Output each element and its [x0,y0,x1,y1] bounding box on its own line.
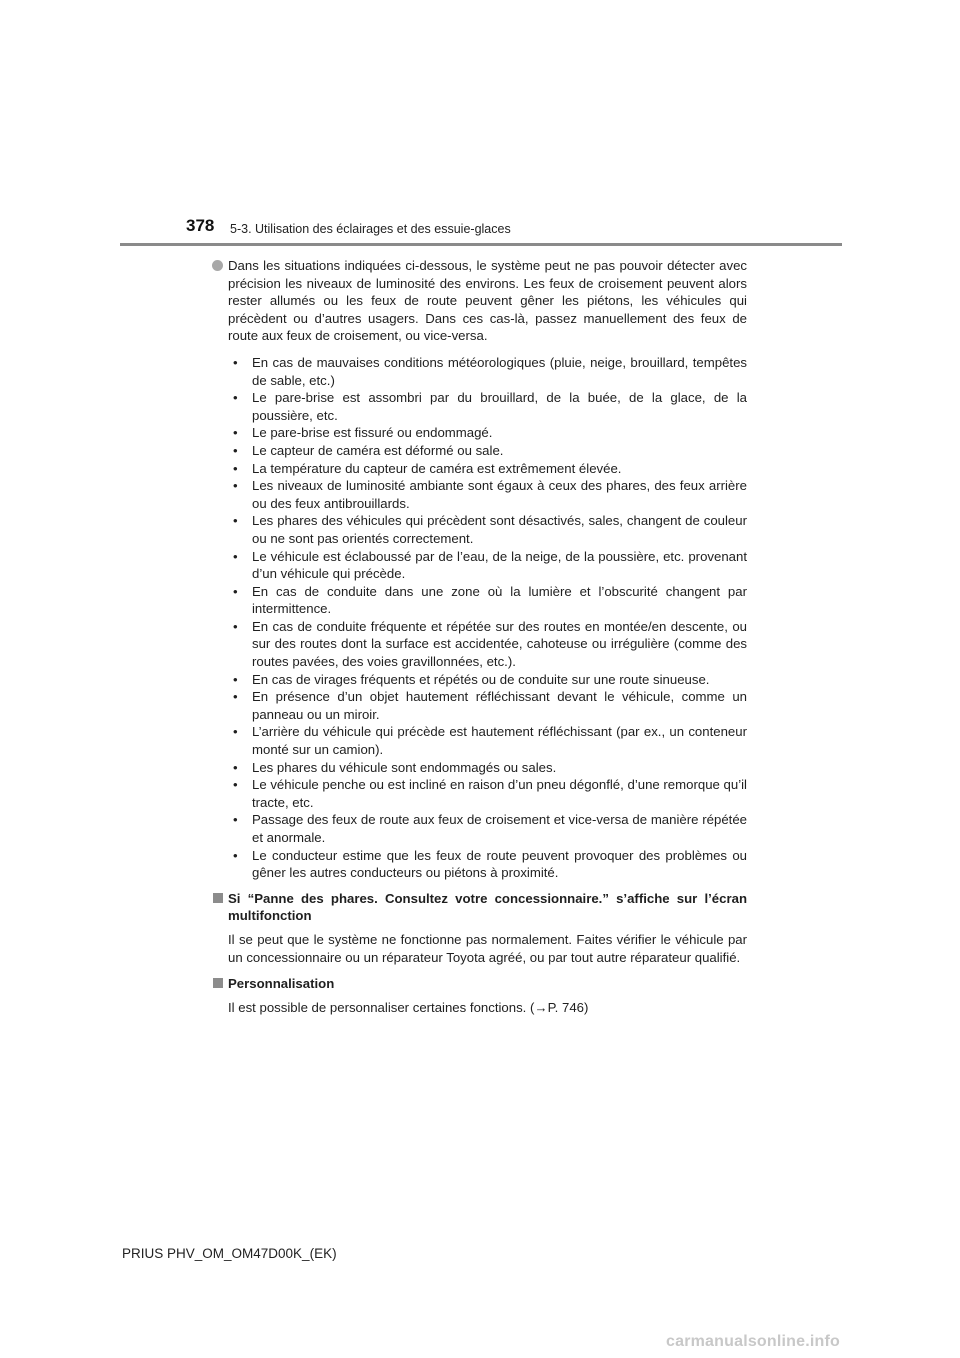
bullet-dot-icon: • [233,548,238,564]
list-item: • Le conducteur estime que les feux de route peuvent provoquer des problèmes ou gêner les autres conducteurs ou piétons à proximité. [233,847,747,881]
bullet-dot-icon: • [233,777,238,793]
list-item: • Le capteur de caméra est déformé ou sale. [233,442,504,458]
panne-heading: Si “Panne des phares. Consultez votre concessionnaire.” s’affiche sur l’écran multifonction [228,890,747,924]
page-content [210,257,747,1016]
bullet-dot-icon: • [233,583,238,599]
intro-text: Dans les situations indiquées ci-dessous, le système peut ne pas pouvoir détecter avec précision les niveaux de luminosité des environs. Les feux de croisement peuvent alors rester allumés ou les feux de route peuvent gêner les piétons, les véhicules qui précèdent ou d’autres usagers. Dans ces cas-là, passez manuellement des feux de route aux feux de croisement, ou vice-versa. [228,258,747,344]
bullet-dot-icon: • [233,390,238,406]
list-item: • Les phares des véhicules qui précèdent sont désactivés, sales, changent de couleur ou ne sont pas orientés correctement. [233,513,747,546]
bullet-dot-icon: • [233,478,238,494]
page-number: 378 [186,216,215,235]
list-item: • En présence d’un objet hautement réfléchissant devant le véhicule, comme un panneau ou un miroir. [233,689,747,722]
intro-paragraph [210,257,747,345]
list-item: • L’arrière du véhicule qui précède est hautement réfléchissant (par ex., un conteneur monté sur un camion). [233,724,747,758]
bullet-dot-icon: • [233,442,238,458]
bullet-dot-icon: • [233,618,238,634]
list-item: • Le pare-brise est assombri par du brouillard, de la buée, de la glace, de la poussière, etc. [233,390,747,423]
bullet-dot-icon: • [233,724,238,740]
list-item: • En cas de conduite dans une zone où la lumière et l’obscurité changent par intermittence. [233,583,747,617]
list-item: • Les niveaux de luminosité ambiante sont égaux à ceux des phares, des feux arrière ou des feux antibrouillards. [233,478,747,511]
bullet-dot-icon: • [233,812,238,828]
list-item: • En cas de virages fréquents et répétés ou de conduite sur une route sinueuse. [233,671,710,687]
section-title: 5-3. Utilisation des éclairages et des essuie-glaces [230,222,511,236]
panne-body: Il se peut que le système ne fonctionne pas normalement. Faites vérifier le véhicule par un concessionnaire ou un réparateur Toyota agréé, ou par tout autre réparateur qualifié. [228,931,747,965]
list-item: • Passage des feux de route aux feux de croisement et vice-versa de manière répétée et anormale. [233,812,747,845]
circle-bullet-icon [212,260,223,271]
bullet-dot-icon: • [233,513,238,529]
list-item: • En cas de mauvaises conditions météorologiques (pluie, neige, brouillard, tempêtes de sable, etc.) [233,354,747,388]
list-item: • Le véhicule est éclaboussé par de l’eau, de la neige, de la poussière, etc. provenant d’un véhicule qui précède. [233,548,747,582]
personnalisation-body: Il est possible de personnaliser certaines fonctions. (→P. 746) [228,999,589,1015]
bullet-dot-icon: • [233,847,238,863]
list-item: • Le pare-brise est fissuré ou endommagé. [233,425,493,441]
document-code: PRIUS PHV_OM_OM47D00K_(EK) [122,1246,337,1261]
bullet-dot-icon: • [233,689,238,705]
bullet-dot-icon: • [233,354,238,370]
bullet-dot-icon: • [233,759,238,775]
header-rule [120,243,842,246]
bullet-dot-icon: • [233,671,238,687]
bullet-dot-icon: • [233,460,238,476]
list-item: • La température du capteur de caméra est extrêmement élevée. [233,460,622,476]
list-item: • En cas de conduite fréquente et répétée sur des routes en montée/en descente, ou sur des routes dont la surface est accidentée, cahoteuse ou irrégulière (comme des routes pavées, des voies gravillonnées, etc.). [233,618,747,670]
personnalisation-section [210,975,747,1016]
personnalisation-heading: Personnalisation [228,976,335,992]
square-bullet-icon [213,978,223,988]
list-item: • Le véhicule penche ou est incliné en raison d’un pneu dégonflé, d’une remorque qu’il tracte, etc. [233,777,747,810]
bullet-dot-icon: • [233,425,238,441]
square-bullet-icon [213,893,223,903]
panne-section [210,890,747,966]
list-item: • Les phares du véhicule sont endommagés ou sales. [233,759,557,775]
watermark: carmanualsonline.info [666,1333,841,1350]
conditions-list [210,354,747,882]
